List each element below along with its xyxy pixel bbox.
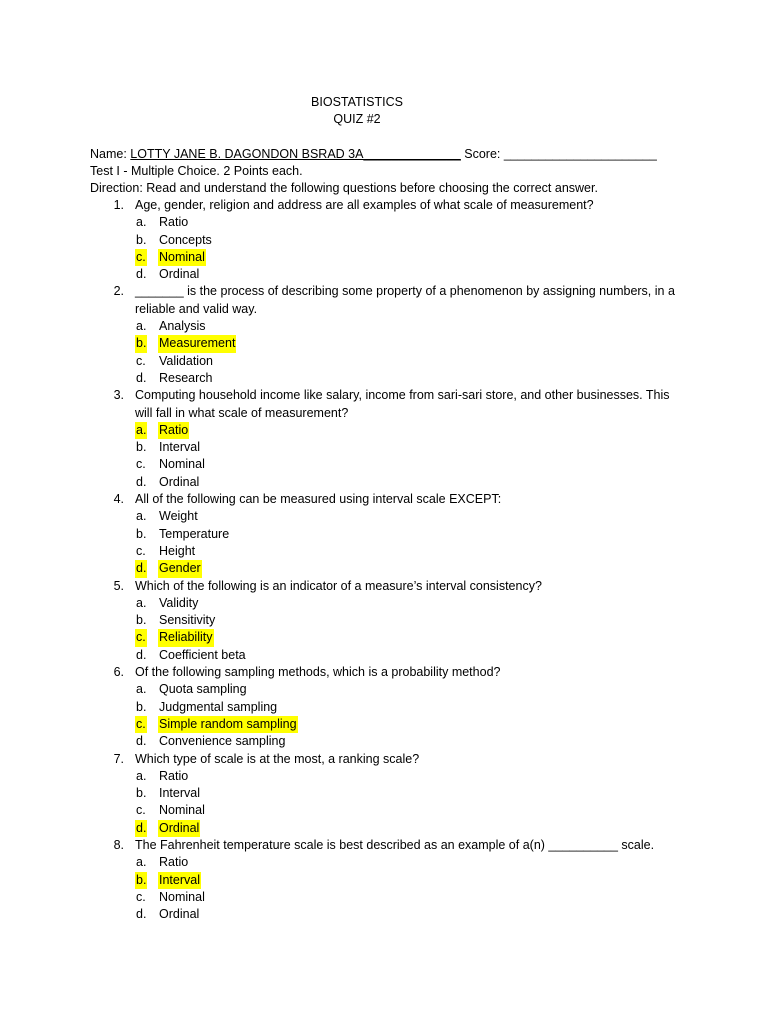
name-label: Name: <box>90 147 131 161</box>
option-text: Ordinal <box>159 267 200 282</box>
option-text: Weight <box>159 509 198 524</box>
answer-option <box>0 456 768 473</box>
question-item <box>0 664 768 750</box>
question-text: Age, gender, religion and address are all examples of what scale of measurement? <box>135 198 594 212</box>
question-item <box>0 751 768 837</box>
answer-option <box>0 543 768 560</box>
option-letter: a. <box>136 509 147 524</box>
option-text: Convenience sampling <box>159 734 286 749</box>
answer-option <box>0 906 768 923</box>
score-label: Score: <box>460 147 504 161</box>
question-text: Of the following sampling methods, which is a probability method? <box>135 665 501 680</box>
option-text: Ratio <box>159 768 189 783</box>
option-text: Interval <box>158 872 201 889</box>
question-item <box>0 197 768 283</box>
answer-option-selected <box>0 560 768 577</box>
option-letter: c. <box>135 249 147 266</box>
name-value: LOTTY JANE B. DAGONDON BSRAD 3A______________ <box>130 147 461 161</box>
question-list <box>0 197 768 923</box>
option-letter: c. <box>136 353 146 368</box>
option-letter: c. <box>136 543 146 558</box>
question-text: _______ is the process of describing some property of a phenomenon by assigning numbers, in a reliable and valid way. <box>135 284 675 316</box>
option-list <box>0 854 768 923</box>
option-letter: b. <box>136 613 147 628</box>
answer-option <box>0 785 768 802</box>
answer-option <box>0 266 768 283</box>
answer-option-selected <box>0 716 768 733</box>
question-item <box>0 578 768 664</box>
question-number: 6. <box>113 665 124 680</box>
option-list <box>0 318 768 387</box>
question-item <box>0 283 768 387</box>
option-letter: d. <box>136 267 147 282</box>
question-text: Which type of scale is at the most, a ranking scale? <box>135 751 420 766</box>
answer-option <box>0 733 768 750</box>
option-text: Gender <box>158 560 202 577</box>
question-text: The Fahrenheit temperature scale is best described as an example of a(n) __________ scale. <box>135 837 655 852</box>
option-text: Judgmental sampling <box>159 699 278 714</box>
answer-option-selected <box>0 872 768 889</box>
option-text: Height <box>159 543 196 558</box>
question-number: 5. <box>113 578 124 593</box>
option-list <box>0 595 768 664</box>
answer-option <box>0 370 768 387</box>
option-text: Concepts <box>159 232 212 247</box>
answer-option-selected <box>0 422 768 439</box>
document-title: BIOSTATISTICS <box>311 95 403 109</box>
option-letter: d. <box>136 647 147 662</box>
option-letter: c. <box>136 889 146 904</box>
option-text: Measurement <box>158 335 236 352</box>
answer-option <box>0 526 768 543</box>
answer-option <box>0 214 768 231</box>
answer-option-selected <box>0 249 768 266</box>
option-letter: d. <box>136 370 147 385</box>
option-text: Coefficient beta <box>159 647 246 662</box>
option-text: Research <box>159 370 213 385</box>
document-subtitle: QUIZ #2 <box>333 112 381 126</box>
option-letter: c. <box>135 716 147 733</box>
option-list <box>0 768 768 837</box>
answer-option <box>0 508 768 525</box>
option-text: Validity <box>159 595 199 610</box>
answer-option <box>0 699 768 716</box>
option-text: Nominal <box>158 249 206 266</box>
option-text: Analysis <box>159 319 206 334</box>
answer-option <box>0 681 768 698</box>
option-letter: a. <box>136 768 147 783</box>
option-letter: c. <box>136 803 146 818</box>
question-number: 7. <box>113 751 124 766</box>
option-list <box>0 508 768 577</box>
option-text: Interval <box>159 440 200 455</box>
direction-text: Direction: Read and understand the following questions before choosing the correct answer. <box>90 181 598 195</box>
option-letter: b. <box>136 526 147 541</box>
option-text: Quota sampling <box>159 682 247 697</box>
option-list <box>0 422 768 491</box>
question-item <box>0 491 768 577</box>
option-text: Nominal <box>159 889 205 904</box>
answer-option-selected <box>0 820 768 837</box>
option-text: Ratio <box>159 215 189 230</box>
option-list <box>0 681 768 750</box>
option-letter: b. <box>136 786 147 801</box>
name-score-line <box>90 146 657 163</box>
option-text: Ratio <box>159 855 189 870</box>
question-number: 1. <box>113 198 124 212</box>
option-text: Ratio <box>158 422 189 439</box>
answer-option-selected <box>0 335 768 352</box>
question-number: 8. <box>113 837 124 852</box>
answer-option <box>0 232 768 249</box>
question-text: Which of the following is an indicator of a measure’s interval consistency? <box>135 578 542 593</box>
answer-option <box>0 647 768 664</box>
question-number: 3. <box>113 388 124 403</box>
option-letter: d. <box>136 907 147 922</box>
answer-option <box>0 802 768 819</box>
option-letter: b. <box>136 440 147 455</box>
answer-option <box>0 889 768 906</box>
option-letter: d. <box>136 734 147 749</box>
option-text: Ordinal <box>159 474 200 489</box>
question-item <box>0 837 768 923</box>
option-text: Ordinal <box>158 820 200 837</box>
option-letter: d. <box>135 820 147 837</box>
question-text: All of the following can be measured using interval scale EXCEPT: <box>135 492 502 507</box>
option-letter: a. <box>136 595 147 610</box>
answer-option <box>0 474 768 491</box>
option-letter: a. <box>136 682 147 697</box>
answer-option <box>0 854 768 871</box>
test-instruction: Test I - Multiple Choice. 2 Points each. <box>90 164 303 178</box>
question-number: 2. <box>113 284 124 299</box>
option-letter: b. <box>135 335 147 352</box>
answer-option <box>0 353 768 370</box>
option-letter: b. <box>136 232 147 247</box>
answer-option <box>0 318 768 335</box>
option-text: Simple random sampling <box>158 716 298 733</box>
answer-option <box>0 439 768 456</box>
option-text: Nominal <box>159 803 205 818</box>
option-letter: c. <box>136 457 146 472</box>
option-letter: b. <box>135 872 147 889</box>
option-text: Reliability <box>158 629 214 646</box>
question-item <box>0 387 768 491</box>
option-letter: d. <box>135 560 147 577</box>
answer-option <box>0 595 768 612</box>
answer-option-selected <box>0 629 768 646</box>
question-number: 4. <box>113 492 124 507</box>
option-list <box>0 214 768 283</box>
option-letter: a. <box>136 215 147 230</box>
score-blank: ______________________ <box>503 147 657 161</box>
option-text: Temperature <box>159 526 230 541</box>
option-text: Nominal <box>159 457 205 472</box>
option-letter: d. <box>136 474 147 489</box>
option-letter: a. <box>136 319 147 334</box>
option-letter: c. <box>135 629 147 646</box>
option-letter: a. <box>135 422 147 439</box>
option-text: Validation <box>159 353 213 368</box>
option-text: Interval <box>159 786 200 801</box>
option-letter: b. <box>136 699 147 714</box>
option-text: Ordinal <box>159 907 200 922</box>
option-letter: a. <box>136 855 147 870</box>
option-text: Sensitivity <box>159 613 216 628</box>
question-text: Computing household income like salary, income from sari-sari store, and other businesses. This will fall in what scale of measurement? <box>135 388 670 420</box>
answer-option <box>0 612 768 629</box>
answer-option <box>0 768 768 785</box>
